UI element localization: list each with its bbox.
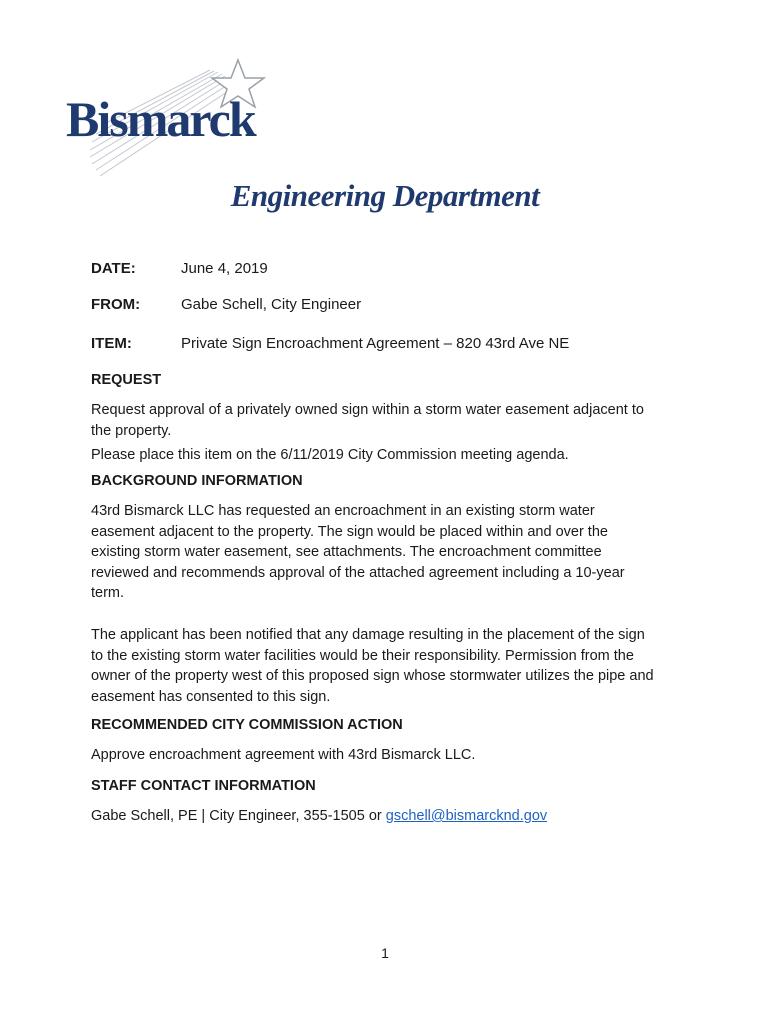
from-value: Gabe Schell, City Engineer [181,296,362,313]
text-line: Please place this item on the 6/11/2019 City Commission meeting agenda. [91,447,569,463]
text-line: 43rd Bismarck LLC has requested an encroachment in an existing storm water [91,503,595,519]
text-line: reviewed and recommends approval of the attached agreement including a 10-year [91,564,625,581]
contact-heading: STAFF CONTACT INFORMATION [91,778,316,794]
contact-paragraph [91,806,691,827]
item-label: ITEM: [91,335,132,352]
action-paragraph [91,745,691,766]
text-line: easement adjacent to the property. The sign would be placed within and over the [91,523,608,540]
request-paragraph [91,400,691,441]
background-paragraph-2 [91,625,691,707]
star-swoosh-icon [60,52,270,182]
from-label: FROM: [91,296,141,313]
background-heading: BACKGROUND INFORMATION [91,473,303,489]
agenda-paragraph [91,445,691,466]
text-line: owner of the property west of this proposed sign whose stormwater utilizes the pipe and [91,668,654,684]
contact-text: Gabe Schell, PE | City Engineer, 355-1505 or [91,808,386,824]
item-value: Private Sign Encroachment Agreement – 820 43rd Ave NE [181,335,570,352]
text-line: easement has consented to this sign. [91,688,331,705]
department-title: Engineering Department [230,178,540,213]
date-value: June 4, 2019 [181,260,268,277]
text-line: term. [91,585,125,601]
request-heading: REQUEST [91,372,162,388]
text-line: the property. [91,422,172,439]
action-heading: RECOMMENDED CITY COMMISSION ACTION [91,717,403,733]
logo-wordmark: Bismarck [66,91,255,147]
bismarck-logo [60,52,270,182]
text-line: The applicant has been notified that any damage resulting in the placement of the sign [91,627,645,643]
text-line: Approve encroachment agreement with 43rd Bismarck LLC. [91,747,476,763]
date-label: DATE: [91,260,136,277]
email-link[interactable]: gschell@bismarcknd.gov [385,808,548,824]
text-line: Request approval of a privately owned sign within a storm water easement adjacent to [91,402,644,418]
page-number: 1 [381,945,389,961]
background-paragraph-1 [91,501,691,604]
text-line: existing storm water easement, see attachments. The encroachment committee [91,544,602,560]
text-line: to the existing storm water facilities would be their responsibility. Permission from the [91,647,634,664]
